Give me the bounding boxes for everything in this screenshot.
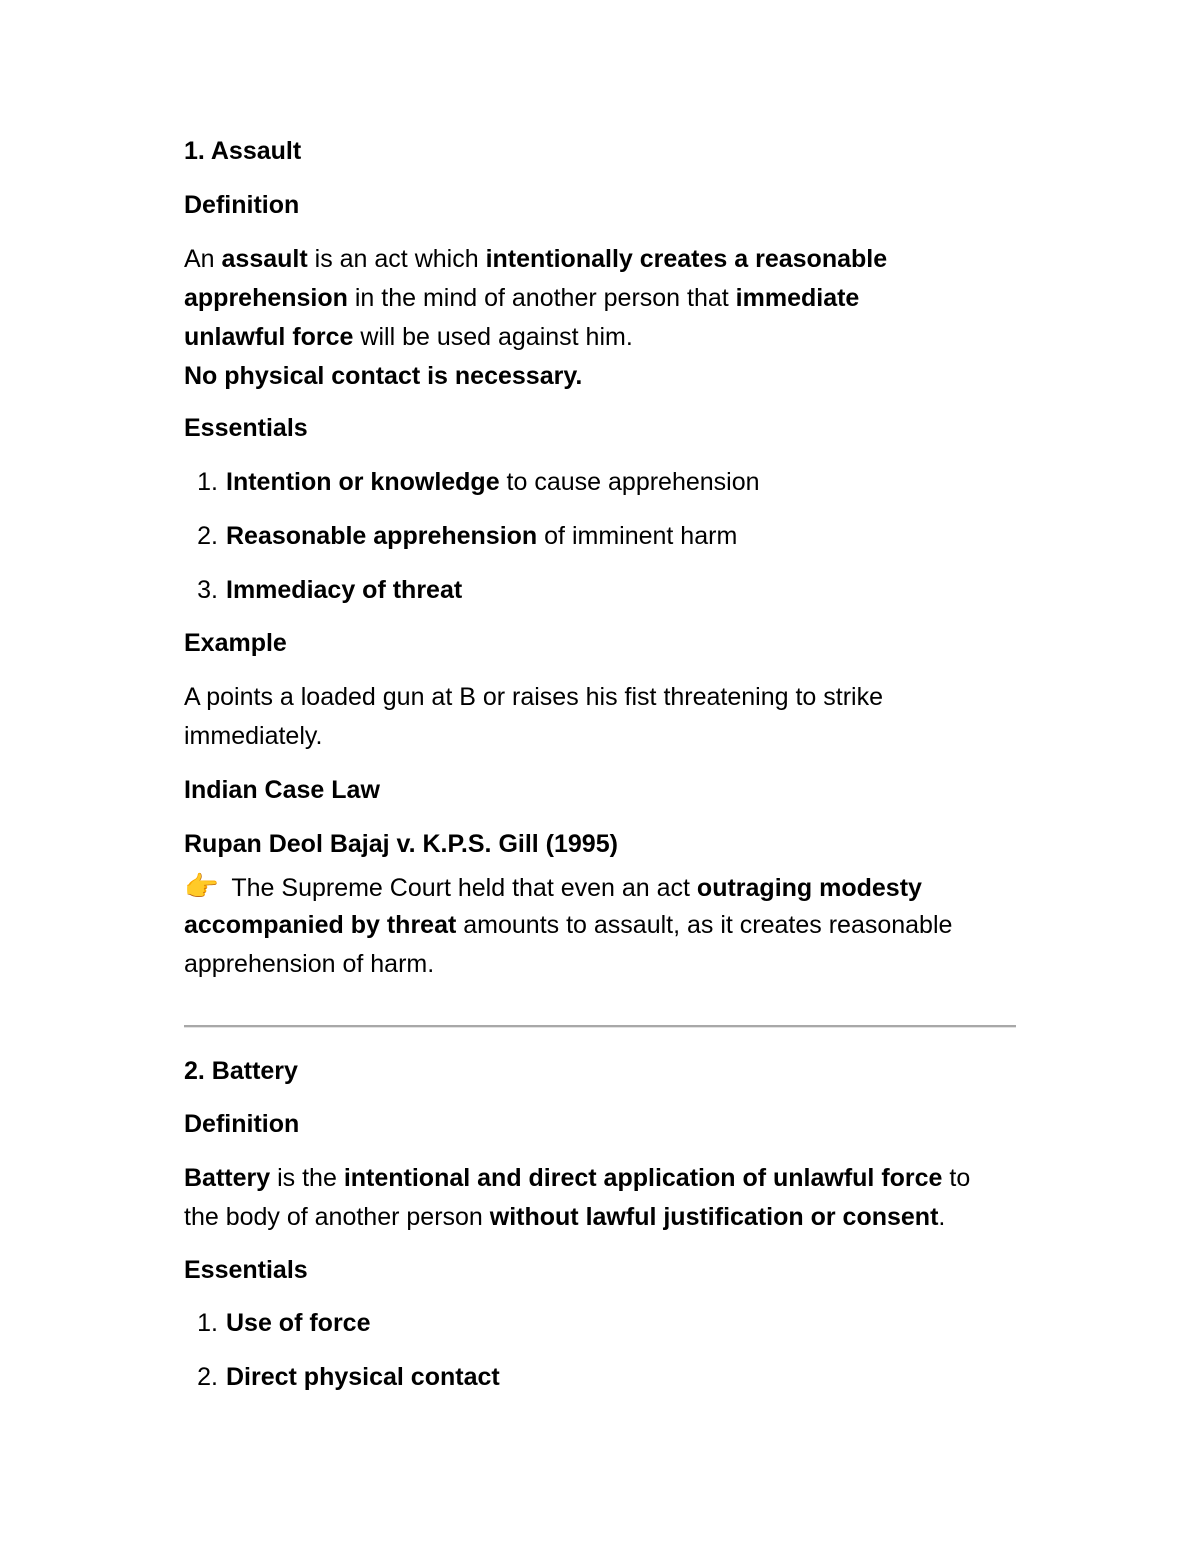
assault-essential-item-1: 1. Intention or knowledge to cause apprehension [197,468,760,496]
battery-definition-heading: Definition [184,1110,300,1138]
battery-essential-item-1: 1. Use of force [197,1309,371,1337]
section-divider [184,1025,1016,1028]
battery-essential-item-2: 2. Direct physical contact [197,1363,500,1391]
battery-definition-line-2: the body of another person without lawful justification or consent. [184,1203,946,1231]
assault-definition-line-3: unlawful force will be used against him. [184,323,633,351]
pointing-hand-icon: 👉 [184,871,219,902]
assault-essential-item-2: 2. Reasonable apprehension of imminent harm [197,522,738,550]
assault-example-line-2: immediately. [184,722,323,750]
battery-definition-line-1: Battery is the intentional and direct application of unlawful force to [184,1164,971,1192]
assault-definition-heading: Definition [184,191,300,219]
assault-example-heading: Example [184,629,287,657]
assault-essential-item-3: 3. Immediacy of threat [197,576,463,604]
assault-essentials-heading: Essentials [184,414,308,442]
assault-case-text-line-1: 👉 The Supreme Court held that even an act outraging modesty [184,867,922,908]
assault-case-title: Rupan Deol Bajaj v. K.P.S. Gill (1995) [184,830,618,858]
battery-essentials-heading: Essentials [184,1256,308,1284]
assault-definition-line-1: An assault is an act which intentionally creates a reasonable [184,245,888,273]
assault-no-contact-note: No physical contact is necessary. [184,362,583,390]
assault-case-text-line-3: apprehension of harm. [184,950,435,978]
assault-example-line-1: A points a loaded gun at B or raises his fist threatening to strike [184,683,884,711]
assault-case-text-line-2: accompanied by threat amounts to assault, as it creates reasonable [184,911,953,939]
section-heading-battery: 2. Battery [184,1057,298,1085]
assault-definition-line-2: apprehension in the mind of another person that immediate [184,284,860,312]
section-heading-assault: 1. Assault [184,137,302,165]
assault-case-law-heading: Indian Case Law [184,776,380,804]
